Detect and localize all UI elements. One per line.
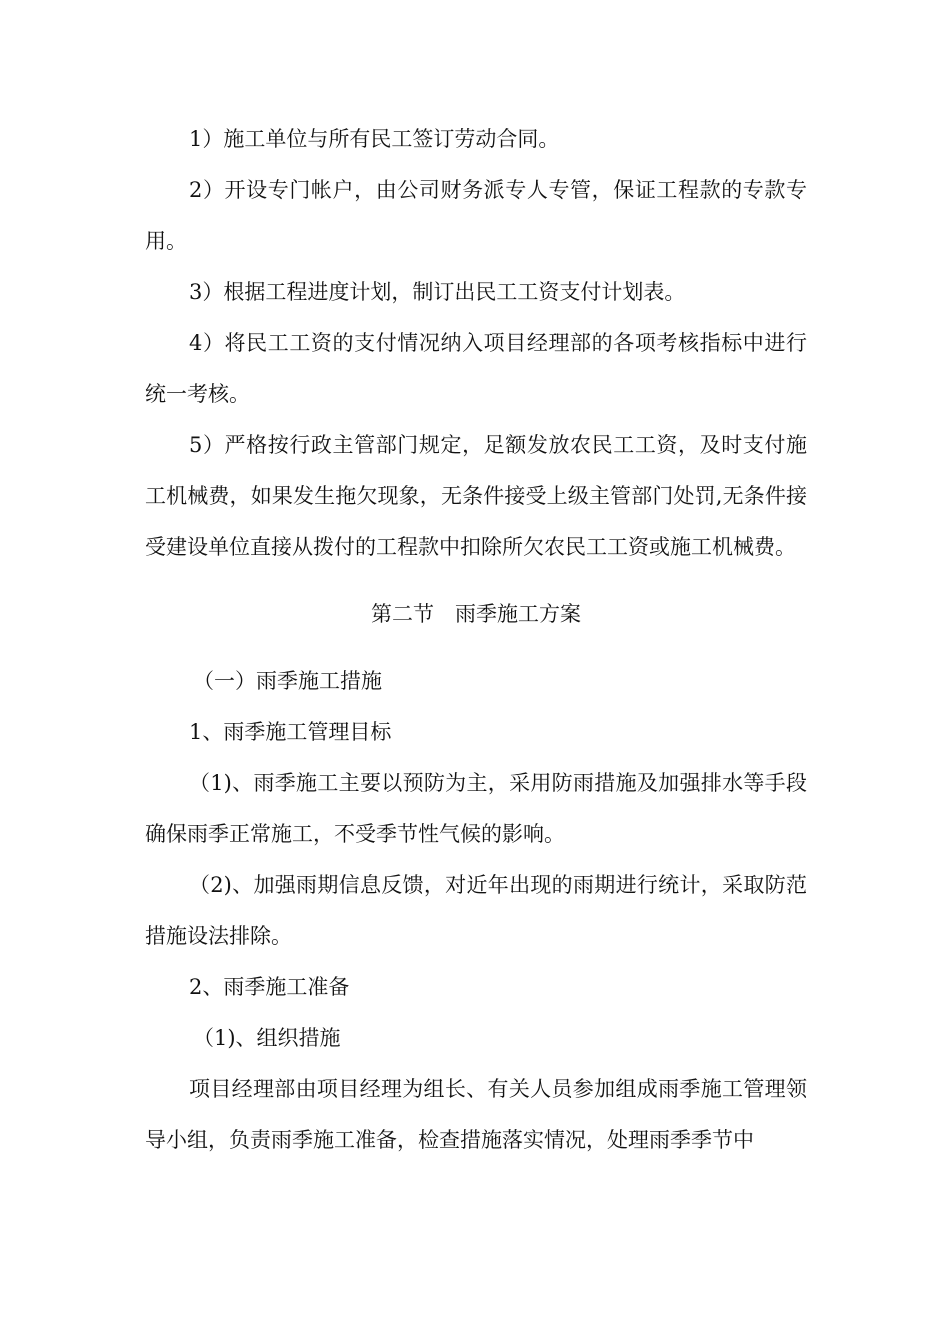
item1-paragraph-2: （2)、加强雨期信息反馈，对近年出现的雨期进行统计，采取防范措施设法排除。 bbox=[145, 873, 807, 948]
paragraph-1: 1）施工单位与所有民工签订劳动合同。 bbox=[189, 127, 560, 151]
item2-subheading: （1)、组织措施 bbox=[193, 1026, 341, 1050]
section-heading: （一）雨季施工措施 bbox=[193, 669, 382, 693]
paragraph-2: 2）开设专门帐户，由公司财务派专人专管，保证工程款的专款专用。 bbox=[145, 178, 807, 253]
paragraph-3: 3）根据工程进度计划，制订出民工工资支付计划表。 bbox=[189, 280, 686, 304]
item1-heading: 1、雨季施工管理目标 bbox=[189, 720, 392, 744]
item2-heading: 2、雨季施工准备 bbox=[189, 975, 350, 999]
section-title: 第二节 雨季施工方案 bbox=[371, 602, 581, 626]
paragraph-5: 5）严格按行政主管部门规定，足额发放农民工工资，及时支付施工机械费，如果发生拖欠现象，无条件接受上级主管部门处罚,无条件接受建设单位直接从拨付的工程款中扣除所欠农民工工资或施工机械费。 bbox=[145, 433, 807, 559]
document-body bbox=[145, 114, 807, 1166]
item2-body: 项目经理部由项目经理为组长、有关人员参加组成雨季施工管理领导小组，负责雨季施工准备，检查措施落实情况，处理雨季季节中 bbox=[145, 1077, 807, 1152]
paragraph-4: 4）将民工工资的支付情况纳入项目经理部的各项考核指标中进行统一考核。 bbox=[145, 331, 807, 406]
item1-paragraph-1: （1)、雨季施工主要以预防为主，采用防雨措施及加强排水等手段确保雨季正常施工，不受季节性气候的影响。 bbox=[145, 771, 807, 846]
